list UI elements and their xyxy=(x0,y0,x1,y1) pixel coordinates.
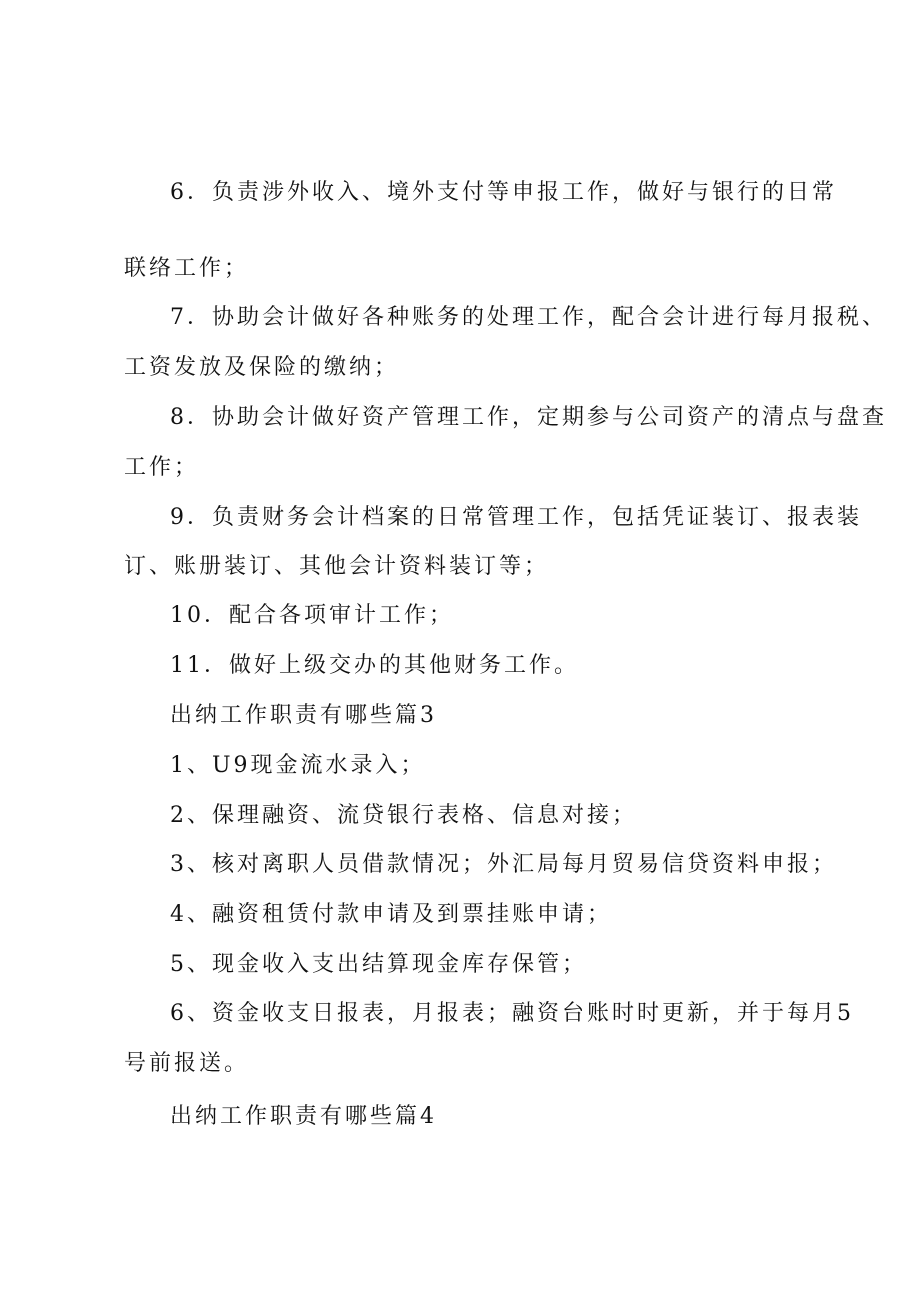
paragraph-9-line-1: 9．负责财务会计档案的日常管理工作，包括凭证装订、报表装 xyxy=(170,505,862,530)
list-item-6-line-2: 号前报送。 xyxy=(124,1051,250,1076)
paragraph-9-line-2: 订、账册装订、其他会计资料装订等； xyxy=(124,554,550,579)
paragraph-6-line-1: 6．负责涉外收入、境外支付等申报工作，做好与银行的日常 xyxy=(170,180,837,205)
list-item-5: 5、现金收入支出结算现金库存保管； xyxy=(170,952,587,977)
paragraph-11: 11．做好上级交办的其他财务工作。 xyxy=(170,653,579,678)
paragraph-7-line-2: 工资发放及保险的缴纳； xyxy=(124,355,400,380)
list-item-6-line-1: 6、资金收支日报表，月报表；融资台账时时更新，并于每月5 xyxy=(170,1001,854,1026)
list-item-4: 4、融资租赁付款申请及到票挂账申请； xyxy=(170,902,612,927)
list-item-3: 3、核对离职人员借款情况；外汇局每月贸易信贷资料申报； xyxy=(170,852,837,877)
paragraph-8-line-2: 工作； xyxy=(124,455,200,480)
paragraph-6-line-2: 联络工作； xyxy=(124,256,250,281)
paragraph-10: 10．配合各项审计工作； xyxy=(170,603,454,628)
paragraph-7-line-1: 7．协助会计做好各种账务的处理工作，配合会计进行每月报税、 xyxy=(170,305,887,330)
list-item-1: 1、U9现金流水录入； xyxy=(170,753,426,778)
paragraph-8-line-1: 8．协助会计做好资产管理工作，定期参与公司资产的清点与盘查 xyxy=(170,405,887,430)
list-item-2: 2、保理融资、流贷银行表格、信息对接； xyxy=(170,803,637,828)
section-heading-3: 出纳工作职责有哪些篇3 xyxy=(170,703,437,728)
section-heading-4: 出纳工作职责有哪些篇4 xyxy=(170,1104,437,1129)
